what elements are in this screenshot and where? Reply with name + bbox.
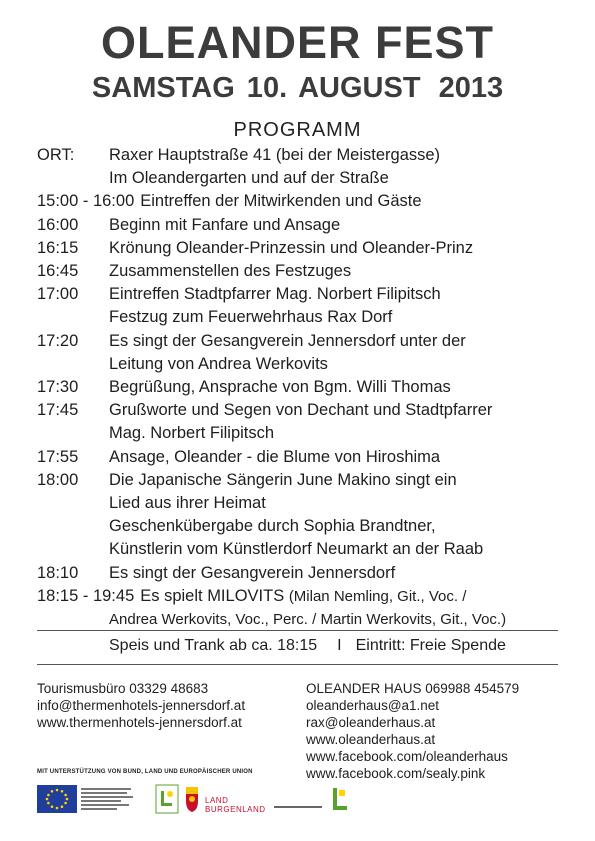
band-name: Es spielt MILOVITS <box>140 586 285 605</box>
program-schedule <box>37 144 567 631</box>
schedule-text-continued: Geschenkübergabe durch Sophia Brandtner, <box>109 517 436 536</box>
schedule-time: 16:15 <box>37 238 79 257</box>
divider-top <box>37 630 558 631</box>
info-separator: I <box>337 637 342 654</box>
oleanderhaus-website: www.oleanderhaus.at <box>306 732 436 747</box>
oleanderhaus-phone: OLEANDER HAUS 069988 454579 <box>306 681 520 696</box>
schedule-text: Grußworte und Segen von Dechant und Stadtpfarrer <box>109 401 493 420</box>
schedule-text-continued: Mag. Norbert Filipitsch <box>109 424 275 443</box>
lebensministerium-logo <box>272 784 324 814</box>
event-title: OLEANDER FEST <box>100 17 495 68</box>
schedule-time: 17:45 <box>37 401 79 420</box>
location-detail: Im Oleandergarten und auf der Straße <box>109 169 389 188</box>
schedule-text: Ansage, Oleander - die Blume von Hiroshima <box>109 447 441 466</box>
schedule-text: Beginn mit Fanfare und Ansage <box>109 215 341 234</box>
schedule-text: Eintreffen der Mitwirkenden und Gäste <box>140 192 422 211</box>
schedule-text: Die Japanische Sängerin June Makino singt ein <box>109 470 457 489</box>
leader-logo <box>155 784 179 814</box>
land-burgenland-logo <box>185 784 199 814</box>
schedule-item <box>37 283 567 306</box>
schedule-time: 17:30 <box>37 378 79 397</box>
band-members: (Milan Nemling, Git., Voc. / <box>288 587 467 605</box>
schedule-time: 17:00 <box>37 285 79 304</box>
info-bar <box>109 636 506 656</box>
schedule-item <box>37 376 567 399</box>
schedule-text: Es singt der Gesangverein Jennersdorf unter der <box>109 331 466 350</box>
schedule-text: Eintreffen Stadtpfarrer Mag. Norbert Filipitsch <box>109 285 441 304</box>
oleanderhaus-email-2: rax@oleanderhaus.at <box>306 715 436 730</box>
schedule-item <box>37 562 567 585</box>
schedule-time: 17:55 <box>37 447 79 466</box>
schedule-item-final <box>37 585 567 608</box>
leader-l-logo <box>330 784 350 814</box>
schedule-item <box>37 214 567 237</box>
sponsor-logos <box>37 782 350 814</box>
event-date-text: SAMSTAG 10. AUGUST <box>91 72 421 104</box>
schedule-text-continued: Leitung von Andrea Werkovits <box>109 354 328 373</box>
sealy-facebook: www.facebook.com/sealy.pink <box>306 766 486 781</box>
sponsor-note: MIT UNTERSTÜTZUNG VON BUND, LAND UND EUROPÄISCHER UNION <box>37 769 253 775</box>
band-members-continued: Andrea Werkovits, Voc., Perc. / Martin Werkovits, Git., Voc.) <box>109 611 507 629</box>
schedule-item <box>37 190 567 213</box>
schedule-time: 18:00 <box>37 470 79 489</box>
schedule-text-continued: Künstlerin vom Künstlerdorf Neumarkt an der Raab <box>109 540 484 559</box>
schedule-text: Begrüßung, Ansprache von Bgm. Willi Thomas <box>109 378 451 397</box>
food-info: Speis und Trank ab ca. 18:15 <box>109 637 318 654</box>
schedule-text-continued: Festzug zum Feuerwehrhaus Rax Dorf <box>109 308 393 327</box>
schedule-time: 18:10 <box>37 563 79 582</box>
schedule-text: Es singt der Gesangverein Jennersdorf <box>109 563 396 582</box>
schedule-item <box>37 260 567 283</box>
event-year: 2013 <box>438 72 504 104</box>
tourism-website: www.thermenhotels-jennersdorf.at <box>37 715 242 730</box>
oleanderhaus-email-1: oleanderhaus@a1.net <box>306 698 440 713</box>
schedule-time: 18:15 - 19:45 <box>37 586 135 605</box>
schedule-time: 16:45 <box>37 262 79 281</box>
program-heading: PROGRAMM <box>233 119 362 141</box>
contact-oleanderhaus <box>306 680 519 782</box>
tourism-email: info@thermenhotels-jennersdorf.at <box>37 698 246 713</box>
schedule-item <box>37 446 567 469</box>
schedule-item <box>37 330 567 353</box>
schedule-text-continued: Lied aus ihrer Heimat <box>109 494 266 513</box>
burgenland-text-2: BURGENLAND <box>205 805 266 814</box>
burgenland-text-1: LAND <box>205 796 229 805</box>
schedule-time: 16:00 <box>37 215 79 234</box>
schedule-item <box>37 237 567 260</box>
tourism-phone: Tourismusbüro 03329 48683 <box>37 681 209 696</box>
divider-bottom <box>37 664 558 665</box>
entry-info: Eintritt: Freie Spende <box>355 637 506 654</box>
schedule-text: Krönung Oleander-Prinzessin und Oleander-Prinz <box>109 238 474 257</box>
schedule-item <box>37 399 567 422</box>
contact-tourism <box>37 680 245 731</box>
location-address: Raxer Hauptstraße 41 (bei der Meistergasse) <box>109 146 441 164</box>
oleanderhaus-facebook: www.facebook.com/oleanderhaus <box>306 749 508 764</box>
schedule-text: Zusammenstellen des Festzuges <box>109 262 352 281</box>
schedule-time: 15:00 - 16:00 <box>37 192 135 211</box>
location-label: ORT: <box>37 146 75 164</box>
location-row <box>37 144 567 167</box>
schedule-text <box>140 585 567 608</box>
eu-flag-logo <box>37 784 149 814</box>
schedule-item <box>37 469 567 492</box>
schedule-time: 17:20 <box>37 331 79 350</box>
burgenland-wordmark <box>205 796 266 814</box>
event-date <box>0 70 595 106</box>
